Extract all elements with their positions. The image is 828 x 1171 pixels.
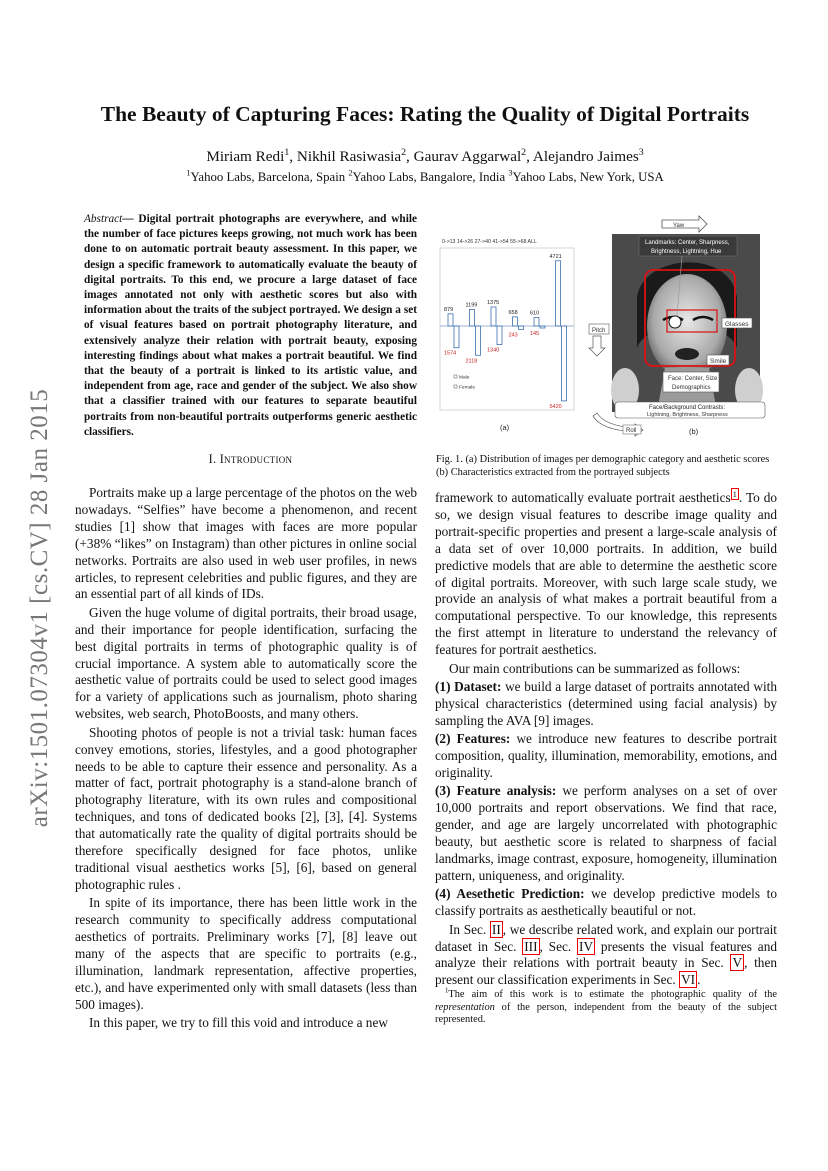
section-link[interactable]: VI [681,972,696,988]
contribution-item: (4) Aesethetic Prediction: we develop predictive models to classify portraits as aesthetically beautiful or not. [435,886,777,919]
legend-swatch [454,385,457,388]
chart-header: 0->13 14->26 27->40 41->54 55->68 ALL [442,239,537,245]
bar-female [454,326,459,348]
legend-swatch [454,375,457,378]
data-label-male: 1199 [465,302,478,309]
footnote-ref[interactable]: 1 [732,488,737,499]
bar-female [476,326,481,355]
author-name: Miriam Redi [206,148,285,165]
right-column [435,490,777,991]
contribution-item: (3) Feature analysis: we perform analyses on a set of over 10,000 portraits and report observations. We find that race, gender, and age are largely uncorrelated with photographic beauty, but aesthetic score is related to sharpness of facial landmarks, image contrast, exposure, homogeneity, illumination pattern, uniqueness, and originality. [435,783,777,883]
roll-label: Roll [626,428,637,434]
bar-female [562,326,567,401]
author-name: Nikhil Rasiwasia [296,148,402,165]
paragraph: In Sec. II , we describe related work, and explain our portrait dataset in Sec. III , Sec. IV presents the visual features and analyze their relations with portrait beauty in Sec. V , then present our classification experiments in Sec. VI . [435,921,778,988]
face-label: Face: Center, Size [668,376,718,382]
contribution-item: (2) Features: we introduce new features to describe portrait composition, quality, illumination, memorability, emotions, and originality. [435,731,777,780]
figure-1a-sublabel: (a) [500,423,510,432]
paragraph: Portraits make up a large percentage of the photos on the web nowadays. “Selfies” have become a phenomenon, and recent studies [1] show that images with faces are more popular (+38% “likes” on Instagram) than other pictures in online social networks. Portraits are also used in web user profiles, in news articles, to represent celebrities and public figures, and they are an essential part of all kinds of IDs. [75,485,418,602]
data-label-female: 1574 [444,350,457,357]
bar-male [534,318,539,326]
abstract-label: Abstract [84,213,123,225]
section-link[interactable]: IV [579,938,594,954]
left-column [75,485,417,1034]
bar-male [448,314,453,326]
data-label-female: 243 [508,332,518,339]
abstract-text: — Digital portrait photographs are everywhere, and while the number of face pictures keeps growing, not much work has been done to on automatic portrait beauty assessment. In this paper, we design a specific framework to automatically evaluate the beauty of digital portraits. To this end, we procure a large dataset of face images annotated not only with aesthetic scores but also with information about the traits of the subject portrayed. We design a set of visual features based on portrait photography literature, and extensively analyze their relation with portrait beauty, exposing interesting findings about what makes a portrait beautiful. We find that the beauty of a portrait is linked to its artistic value, and independent from age, race and gender of the subject. We also show that a classifier trained with our features to separate beautiful portraits from non-beautiful portraits outperforms generic aesthetic classifiers. [84,213,417,438]
paragraph: Our main contributions can be summarized as follows: [449,660,741,676]
demographics-label: Demographics [672,385,711,391]
footnote: $^1$The aim of this work is to estimate the photographic quality of the representation of the person, independent from the beauty of the subject represented. [435,987,777,1025]
data-label-male: 879 [444,306,454,313]
section-link[interactable]: V [732,955,743,971]
figure-1b-sublabel: (b) [689,427,699,436]
bar-female [540,326,545,328]
landmarks-label: Landmarks: Center, Sharpness, [645,240,730,246]
bar-female [519,326,524,329]
pitch-label: Pitch [592,328,606,334]
author-list: Miriam Redi$^1$, Nikhil Rasiwasia$^2$, Gaurav Aggarwal$^2$, Alejandro Jaimes$^3$ [206,146,644,165]
author-name: Gaurav Aggarwal [413,148,522,165]
figure-1b-illustration [587,208,777,438]
abstract [84,212,417,440]
section-link[interactable]: II [491,921,501,937]
affiliation: Yahoo Labs, Barcelona, Spain [190,170,346,184]
author-name: Alejandro Jaimes [532,148,639,165]
paragraph: Given the huge volume of digital portraits, their broad usage, and their importance for people identification, surfacing the best digital portraits in terms of photographic quality is of crucial importance. A system able to automatically score the aesthetic value of portraits could be used to select good images for a variety of applications such as journalism, photo sharing websites, web search, PhotoBoosts, and many others. [75,604,417,722]
data-label-male: 658 [508,309,518,316]
figure-1a-svg [436,208,578,438]
smile-label: Smile [710,358,727,365]
paper-title: The Beauty of Capturing Faces: Rating the Quality of Digital Portraits [100,102,750,126]
yaw-label: Yaw [673,223,685,229]
data-label-male: 610 [530,310,540,317]
paragraph: In this paper, we try to fill this void and introduce a new [89,1015,388,1031]
paragraph: framework to automatically evaluate portrait aesthetics $^1$ . To do so, we design visual features to describe image quality and portrait-specific properties and present a large-scale analysis of a data set of over 10,000 portraits. In addition, we build predictive models that are able to determine the aesthetic score of digital portraits. Moreover, with such large scale study, we provide an analysis of what makes a portrait beautiful from a computational perspective. To our knowledge, this represents the first attempt in literature to understand the relevancy of features for portrait aesthetics. [435,488,778,658]
data-label-male: 4721 [549,253,562,260]
data-label-female: 2118 [465,358,478,365]
contrasts-sublabel: Lightning, Brightness, Sharpness [647,412,728,418]
data-label-female: 1340 [487,347,500,354]
paragraph: Shooting photos of people is not a trivial task: human faces convey emotions, stories, lifestyles, and a good photographer needs to be able to capture their essence and personality. As a matter of fact, portrait photography is a stand-alone branch of photography literature, with its own rules and compositional techniques, and tons of dedicated books [2], [3], [4]. Systems that automatically rate the quality of digital portraits should be therefore specifically designed for face photos, unlike traditional visual aesthetics works [5], [6], based on general photographic rules . [75,724,417,892]
paragraph: In spite of its importance, there has been little work in the research community to specifically address computational aesthetics of portraits. Preliminary works [7], [8] leave out many of the aspects that are specific to portraits (e.g., illumination, landmark representation, affective properties, etc.), and have experimented only with small datasets (less than 500 images). [75,895,417,1012]
affiliation: Yahoo Labs, Bangalore, India [352,170,506,184]
landmarks-sublabel: Brightness, Lightning, Hue [651,249,722,255]
data-label-female: 145 [530,331,540,338]
bar-female [497,326,502,345]
section-link[interactable]: III [524,938,538,954]
bar-male [556,261,561,326]
contribution-item: (1) Dataset: we build a large dataset of portraits annotated with physical characteristics (determined using facial analysis) by sampling the AVA [9] images. [435,678,777,728]
yaw-arrow-icon [662,216,707,232]
data-label-male: 1375 [487,300,500,306]
glasses-label: Glasses [725,321,749,328]
figure-1a-chart [436,208,578,438]
affiliation: Yahoo Labs, New York, USA [512,170,664,184]
bar-male [491,307,496,326]
bar-male [470,309,475,326]
legend-label: Female [459,385,475,391]
legend-label: Male [459,375,470,381]
figure-caption: Fig. 1. (a) Distribution of images per demographic category and aesthetic scores (b) Characteristics extracted from the portrayed subjects [436,454,770,478]
data-label-female: 5420 [549,403,562,410]
eye-landmark-icon [669,316,681,328]
section-heading-introduction: I. Introduction [208,452,293,466]
arxiv-side-label: arXiv:1501.07304v1 [cs.CV] 28 Jan 2015 [26,388,53,828]
pitch-arrow-icon [589,324,609,356]
bar-male [513,317,518,326]
affiliations: $^1$Yahoo Labs, Barcelona, Spain $^2$Yahoo Labs, Bangalore, India $^3$Yahoo Labs, New York, USA [186,168,664,184]
contrasts-label: Face/Background Contrasts: [649,405,726,411]
